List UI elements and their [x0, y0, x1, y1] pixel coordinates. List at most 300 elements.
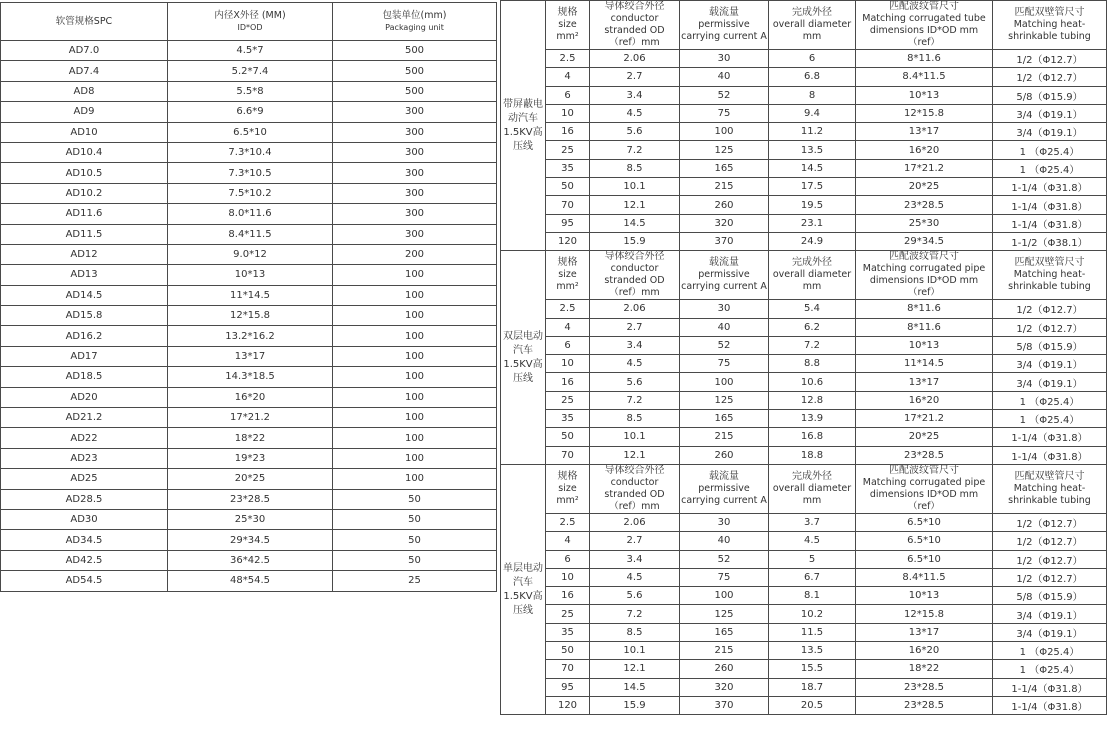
- packaging-cell: 100: [333, 265, 497, 285]
- packaging-cell: 25: [333, 571, 497, 591]
- conductor-od-cell: 12.1: [590, 660, 680, 678]
- spec-cell: AD21.2: [1, 408, 168, 428]
- header-en-text: permissive carrying current A: [681, 19, 767, 42]
- packaging-cell: 100: [333, 367, 497, 387]
- current-cell: 75: [680, 568, 769, 586]
- group-header-row: [501, 464, 1107, 513]
- corrugated-cell: 11*14.5: [856, 355, 993, 373]
- header-en-text: size mm²: [556, 269, 579, 293]
- current-cell: 260: [680, 446, 769, 464]
- current-cell: 40: [680, 318, 769, 336]
- table-row: [501, 123, 1107, 141]
- packaging-cell: 300: [333, 163, 497, 183]
- conductor-od-cell: 12.1: [590, 446, 680, 464]
- header-conductor-od: [590, 1, 680, 50]
- corrugated-cell: 13*17: [856, 623, 993, 641]
- size-cell: 2.5: [546, 50, 590, 68]
- corrugated-cell: 6.5*10: [856, 550, 993, 568]
- header-cn-text: 完成外径: [792, 7, 832, 18]
- heat-shrink-cell: 1/2（Φ12.7）: [993, 532, 1107, 550]
- header-heat-shrink: [993, 464, 1107, 513]
- corrugated-cell: 12*15.8: [856, 605, 993, 623]
- current-cell: 215: [680, 642, 769, 660]
- spec-cell: AD9: [1, 102, 168, 122]
- conductor-od-cell: 4.5: [590, 355, 680, 373]
- heat-shrink-cell: 1-1/4（Φ31.8）: [993, 196, 1107, 214]
- size-cell: 10: [546, 355, 590, 373]
- heat-shrink-cell: 1-1/4（Φ31.8）: [993, 178, 1107, 196]
- table-row: [1, 326, 497, 346]
- table-row: [501, 232, 1107, 250]
- heat-shrink-cell: 3/4（Φ19.1）: [993, 373, 1107, 391]
- size-cell: 2.5: [546, 300, 590, 318]
- id-od-cell: 8.0*11.6: [168, 204, 333, 224]
- size-cell: 4: [546, 318, 590, 336]
- table-row: [1, 550, 497, 570]
- overall-diameter-cell: 17.5: [769, 178, 856, 196]
- header-overall-diameter: [769, 1, 856, 50]
- current-cell: 30: [680, 300, 769, 318]
- heat-shrink-cell: 3/4（Φ19.1）: [993, 623, 1107, 641]
- current-cell: 320: [680, 678, 769, 696]
- corrugated-cell: 10*13: [856, 336, 993, 354]
- conductor-od-cell: 7.2: [590, 391, 680, 409]
- spec-cell: AD18.5: [1, 367, 168, 387]
- overall-diameter-cell: 4.5: [769, 532, 856, 550]
- current-cell: 370: [680, 696, 769, 714]
- heat-shrink-cell: 1 （Φ25.4）: [993, 410, 1107, 428]
- table-row: [1, 122, 497, 142]
- id-od-cell: 5.5*8: [168, 81, 333, 101]
- spec-cell: AD10.4: [1, 142, 168, 162]
- id-od-cell: 4.5*7: [168, 41, 333, 61]
- header-cn-text: 完成外径: [792, 257, 832, 269]
- packaging-cell: 100: [333, 285, 497, 305]
- current-cell: 75: [680, 104, 769, 122]
- conductor-od-cell: 2.06: [590, 50, 680, 68]
- current-cell: 165: [680, 410, 769, 428]
- table-row: [501, 587, 1107, 605]
- table-row: [501, 660, 1107, 678]
- header-en-text: conductor stranded OD （ref）mm: [604, 476, 665, 512]
- corrugated-cell: 20*25: [856, 428, 993, 446]
- hose-spec-header-row: [1, 3, 497, 41]
- heat-shrink-cell: 1-1/4（Φ31.8）: [993, 428, 1107, 446]
- packaging-cell: 300: [333, 122, 497, 142]
- packaging-cell: 100: [333, 306, 497, 326]
- spec-cell: AD17: [1, 346, 168, 366]
- table-row: [501, 300, 1107, 318]
- header-en-text: overall diameter mm: [772, 482, 852, 506]
- overall-diameter-cell: 5.4: [769, 300, 856, 318]
- heat-shrink-cell: 1/2（Φ12.7）: [993, 68, 1107, 86]
- heat-shrink-cell: 1-1/4（Φ31.8）: [993, 446, 1107, 464]
- heat-shrink-cell: 1-1/4（Φ31.8）: [993, 678, 1107, 696]
- header-en-text: permissive carrying current A: [681, 269, 767, 293]
- heat-shrink-cell: 1/2（Φ12.7）: [993, 50, 1107, 68]
- heat-shrink-cell: 1/2（Φ12.7）: [993, 318, 1107, 336]
- overall-diameter-cell: 6.8: [769, 68, 856, 86]
- header-spec: 软管规格SPC: [1, 3, 168, 41]
- packaging-cell: 100: [333, 408, 497, 428]
- overall-diameter-cell: 13.5: [769, 141, 856, 159]
- header-en-text: Matching heat-shrinkable tubing: [1008, 269, 1091, 293]
- header-heat-shrink: [993, 1, 1107, 50]
- size-cell: 50: [546, 428, 590, 446]
- packaging-cell: 50: [333, 509, 497, 529]
- table-row: [1, 204, 497, 224]
- packaging-cell: 500: [333, 61, 497, 81]
- overall-diameter-cell: 3.7: [769, 513, 856, 531]
- cable-spec-body: [501, 1, 1107, 715]
- header-cn-text: 匹配波纹管尺寸: [889, 251, 959, 263]
- spec-cell: AD16.2: [1, 326, 168, 346]
- overall-diameter-cell: 8.1: [769, 587, 856, 605]
- header-en-text: overall diameter mm: [772, 19, 852, 42]
- conductor-od-cell: 10.1: [590, 642, 680, 660]
- packaging-cell: 100: [333, 326, 497, 346]
- header-cn-text: 规格: [557, 257, 578, 269]
- spec-cell: AD54.5: [1, 571, 168, 591]
- corrugated-cell: 12*15.8: [856, 104, 993, 122]
- group-label: [501, 251, 546, 465]
- corrugated-cell: 16*20: [856, 642, 993, 660]
- corrugated-cell: 8*11.6: [856, 300, 993, 318]
- header-cn-text: 载流量: [709, 470, 739, 482]
- size-cell: 10: [546, 104, 590, 122]
- spec-cell: AD11.6: [1, 204, 168, 224]
- table-row: [501, 532, 1107, 550]
- table-row: [1, 306, 497, 326]
- header-cn-text: 载流量: [709, 257, 739, 269]
- size-cell: 35: [546, 623, 590, 641]
- size-cell: 4: [546, 68, 590, 86]
- spec-cell: AD12: [1, 244, 168, 264]
- header-corrugated: [856, 1, 993, 50]
- spec-cell: AD15.8: [1, 306, 168, 326]
- overall-diameter-cell: 20.5: [769, 696, 856, 714]
- header-cn-text: 导体绞合外径: [604, 1, 665, 12]
- current-cell: 370: [680, 232, 769, 250]
- overall-diameter-cell: 24.9: [769, 232, 856, 250]
- header-corrugated: [856, 251, 993, 300]
- header-cn-text: 匹配波纹管尺寸: [889, 1, 959, 12]
- size-cell: 120: [546, 696, 590, 714]
- header-en-text: size mm²: [556, 19, 579, 42]
- size-cell: 50: [546, 178, 590, 196]
- heat-shrink-cell: 1/2（Φ12.7）: [993, 513, 1107, 531]
- conductor-od-cell: 8.5: [590, 410, 680, 428]
- current-cell: 30: [680, 513, 769, 531]
- group-label-text: 双层电动汽车1.5KV高压线: [503, 330, 543, 384]
- conductor-od-cell: 3.4: [590, 336, 680, 354]
- corrugated-cell: 29*34.5: [856, 232, 993, 250]
- current-cell: 320: [680, 214, 769, 232]
- size-cell: 16: [546, 373, 590, 391]
- header-conductor-od: [590, 464, 680, 513]
- header-en-text: Matching corrugated pipe dimensions ID*OD mm （ref）: [862, 263, 986, 299]
- table-row: [1, 428, 497, 448]
- packaging-cell: 100: [333, 387, 497, 407]
- overall-diameter-cell: 18.7: [769, 678, 856, 696]
- spec-cell: AD42.5: [1, 550, 168, 570]
- overall-diameter-cell: 13.9: [769, 410, 856, 428]
- header-cn-text: 完成外径: [792, 470, 832, 482]
- table-row: [501, 318, 1107, 336]
- id-od-cell: 6.5*10: [168, 122, 333, 142]
- corrugated-cell: 23*28.5: [856, 678, 993, 696]
- heat-shrink-cell: 3/4（Φ19.1）: [993, 104, 1107, 122]
- overall-diameter-cell: 13.5: [769, 642, 856, 660]
- conductor-od-cell: 14.5: [590, 678, 680, 696]
- table-row: [501, 355, 1107, 373]
- table-row: [1, 367, 497, 387]
- id-od-cell: 7.3*10.4: [168, 142, 333, 162]
- header-id-od: 内径X外径 (MM) ID*OD: [168, 3, 333, 41]
- spec-cell: AD20: [1, 387, 168, 407]
- table-row: [501, 214, 1107, 232]
- id-od-cell: 48*54.5: [168, 571, 333, 591]
- current-cell: 52: [680, 550, 769, 568]
- heat-shrink-cell: 1/2（Φ12.7）: [993, 300, 1107, 318]
- header-overall-diameter: [769, 251, 856, 300]
- current-cell: 215: [680, 178, 769, 196]
- overall-diameter-cell: 14.5: [769, 159, 856, 177]
- packaging-cell: 300: [333, 183, 497, 203]
- size-cell: 120: [546, 232, 590, 250]
- corrugated-cell: 18*22: [856, 660, 993, 678]
- spec-cell: AD11.5: [1, 224, 168, 244]
- table-row: [501, 513, 1107, 531]
- corrugated-cell: 25*30: [856, 214, 993, 232]
- current-cell: 40: [680, 68, 769, 86]
- hose-spec-body: [1, 41, 497, 592]
- header-cn-text: 规格: [557, 470, 578, 482]
- table-row: [1, 530, 497, 550]
- overall-diameter-cell: 6.7: [769, 568, 856, 586]
- packaging-cell: 100: [333, 428, 497, 448]
- id-od-cell: 20*25: [168, 469, 333, 489]
- header-cn-text: 匹配波纹管尺寸: [889, 464, 959, 476]
- overall-diameter-cell: 7.2: [769, 336, 856, 354]
- id-od-cell: 5.2*7.4: [168, 61, 333, 81]
- current-cell: 165: [680, 159, 769, 177]
- header-current: [680, 464, 769, 513]
- id-od-cell: 17*21.2: [168, 408, 333, 428]
- packaging-cell: 100: [333, 469, 497, 489]
- id-od-cell: 9.0*12: [168, 244, 333, 264]
- table-row: [501, 391, 1107, 409]
- size-cell: 25: [546, 605, 590, 623]
- id-od-cell: 11*14.5: [168, 285, 333, 305]
- spec-cell: AD34.5: [1, 530, 168, 550]
- size-cell: 50: [546, 642, 590, 660]
- conductor-od-cell: 14.5: [590, 214, 680, 232]
- spec-cell: AD13: [1, 265, 168, 285]
- group-header-row: [501, 1, 1107, 50]
- current-cell: 100: [680, 373, 769, 391]
- size-cell: 16: [546, 587, 590, 605]
- header-cn-text: 导体绞合外径: [604, 464, 665, 476]
- id-od-cell: 13.2*16.2: [168, 326, 333, 346]
- id-od-cell: 12*15.8: [168, 306, 333, 326]
- corrugated-cell: 8.4*11.5: [856, 568, 993, 586]
- size-cell: 6: [546, 550, 590, 568]
- table-row: [1, 102, 497, 122]
- current-cell: 100: [680, 587, 769, 605]
- id-od-cell: 7.5*10.2: [168, 183, 333, 203]
- header-en-text: size mm²: [556, 482, 579, 506]
- heat-shrink-cell: 1 （Φ25.4）: [993, 159, 1107, 177]
- group-header-row: [501, 251, 1107, 300]
- header-current: [680, 1, 769, 50]
- current-cell: 260: [680, 196, 769, 214]
- header-conductor-od: [590, 251, 680, 300]
- header-corrugated: [856, 464, 993, 513]
- id-od-cell: 6.6*9: [168, 102, 333, 122]
- table-row: [1, 387, 497, 407]
- corrugated-cell: 10*13: [856, 587, 993, 605]
- table-row: [501, 159, 1107, 177]
- packaging-cell: 50: [333, 550, 497, 570]
- header-cn-text: 规格: [557, 7, 578, 18]
- overall-diameter-cell: 8.8: [769, 355, 856, 373]
- id-od-cell: 8.4*11.5: [168, 224, 333, 244]
- conductor-od-cell: 5.6: [590, 587, 680, 605]
- overall-diameter-cell: 16.8: [769, 428, 856, 446]
- heat-shrink-cell: 3/4（Φ19.1）: [993, 355, 1107, 373]
- size-cell: 70: [546, 446, 590, 464]
- spec-cell: AD10: [1, 122, 168, 142]
- header-en-text: Matching corrugated tube dimensions ID*OD mm （ref）: [862, 13, 986, 48]
- table-row: [1, 448, 497, 468]
- table-row: [1, 61, 497, 81]
- table-row: [501, 605, 1107, 623]
- heat-shrink-cell: 1/2（Φ12.7）: [993, 568, 1107, 586]
- size-cell: 25: [546, 141, 590, 159]
- current-cell: 52: [680, 86, 769, 104]
- table-row: [501, 696, 1107, 714]
- conductor-od-cell: 2.7: [590, 318, 680, 336]
- conductor-od-cell: 15.9: [590, 232, 680, 250]
- table-row: [1, 408, 497, 428]
- size-cell: 10: [546, 568, 590, 586]
- header-heat-shrink: [993, 251, 1107, 300]
- overall-diameter-cell: 11.2: [769, 123, 856, 141]
- header-size: [546, 1, 590, 50]
- group-label: [501, 464, 546, 714]
- conductor-od-cell: 4.5: [590, 104, 680, 122]
- header-size: [546, 464, 590, 513]
- cable-spec-table-container: [500, 0, 1107, 715]
- table-row: [501, 68, 1107, 86]
- conductor-od-cell: 2.7: [590, 68, 680, 86]
- current-cell: 75: [680, 355, 769, 373]
- hose-spec-table-container: [0, 2, 497, 592]
- conductor-od-cell: 8.5: [590, 623, 680, 641]
- packaging-cell: 100: [333, 346, 497, 366]
- table-row: [1, 469, 497, 489]
- conductor-od-cell: 3.4: [590, 86, 680, 104]
- corrugated-cell: 16*20: [856, 141, 993, 159]
- spec-cell: AD22: [1, 428, 168, 448]
- table-row: [1, 489, 497, 509]
- table-row: [501, 446, 1107, 464]
- group-label: [501, 1, 546, 251]
- size-cell: 35: [546, 159, 590, 177]
- packaging-cell: 300: [333, 224, 497, 244]
- header-overall-diameter: [769, 464, 856, 513]
- conductor-od-cell: 5.6: [590, 123, 680, 141]
- overall-diameter-cell: 9.4: [769, 104, 856, 122]
- spec-cell: AD14.5: [1, 285, 168, 305]
- header-en-text: conductor stranded OD （ref）mm: [604, 13, 665, 48]
- table-row: [501, 86, 1107, 104]
- size-cell: 95: [546, 678, 590, 696]
- header-en-text: Matching heat-shrinkable tubing: [1008, 482, 1091, 506]
- table-row: [1, 142, 497, 162]
- header-current: [680, 251, 769, 300]
- table-row: [1, 41, 497, 61]
- table-row: [1, 183, 497, 203]
- table-row: [501, 550, 1107, 568]
- corrugated-cell: 13*17: [856, 123, 993, 141]
- header-en-text: Matching heat-shrinkable tubing: [1008, 19, 1091, 42]
- table-row: [1, 265, 497, 285]
- table-row: [501, 104, 1107, 122]
- table-row: [501, 568, 1107, 586]
- size-cell: 16: [546, 123, 590, 141]
- overall-diameter-cell: 8: [769, 86, 856, 104]
- overall-diameter-cell: 10.2: [769, 605, 856, 623]
- corrugated-cell: 8*11.6: [856, 318, 993, 336]
- table-row: [501, 141, 1107, 159]
- table-row: [1, 224, 497, 244]
- overall-diameter-cell: 18.8: [769, 446, 856, 464]
- table-row: [501, 410, 1107, 428]
- conductor-od-cell: 15.9: [590, 696, 680, 714]
- table-row: [1, 346, 497, 366]
- heat-shrink-cell: 3/4（Φ19.1）: [993, 123, 1107, 141]
- current-cell: 30: [680, 50, 769, 68]
- current-cell: 165: [680, 623, 769, 641]
- packaging-cell: 200: [333, 244, 497, 264]
- group-label-text: 带屏蔽电动汽车1.5KV高压线: [503, 98, 543, 152]
- heat-shrink-cell: 1-1/4（Φ31.8）: [993, 214, 1107, 232]
- conductor-od-cell: 8.5: [590, 159, 680, 177]
- overall-diameter-cell: 5: [769, 550, 856, 568]
- heat-shrink-cell: 1-1/4（Φ31.8）: [993, 696, 1107, 714]
- group-label-text: 单层电动汽车1.5KV高压线: [503, 562, 543, 616]
- conductor-od-cell: 2.06: [590, 513, 680, 531]
- overall-diameter-cell: 10.6: [769, 373, 856, 391]
- id-od-cell: 19*23: [168, 448, 333, 468]
- table-row: [1, 571, 497, 591]
- conductor-od-cell: 12.1: [590, 196, 680, 214]
- id-od-cell: 16*20: [168, 387, 333, 407]
- spec-cell: AD10.2: [1, 183, 168, 203]
- packaging-cell: 100: [333, 448, 497, 468]
- overall-diameter-cell: 12.8: [769, 391, 856, 409]
- header-cn-text: 匹配双壁管尺寸: [1014, 7, 1085, 18]
- heat-shrink-cell: 1-1/2（Φ38.1）: [993, 232, 1107, 250]
- current-cell: 215: [680, 428, 769, 446]
- table-row: [1, 81, 497, 101]
- table-row: [501, 50, 1107, 68]
- size-cell: 25: [546, 391, 590, 409]
- id-od-cell: 7.3*10.5: [168, 163, 333, 183]
- heat-shrink-cell: 1 （Φ25.4）: [993, 141, 1107, 159]
